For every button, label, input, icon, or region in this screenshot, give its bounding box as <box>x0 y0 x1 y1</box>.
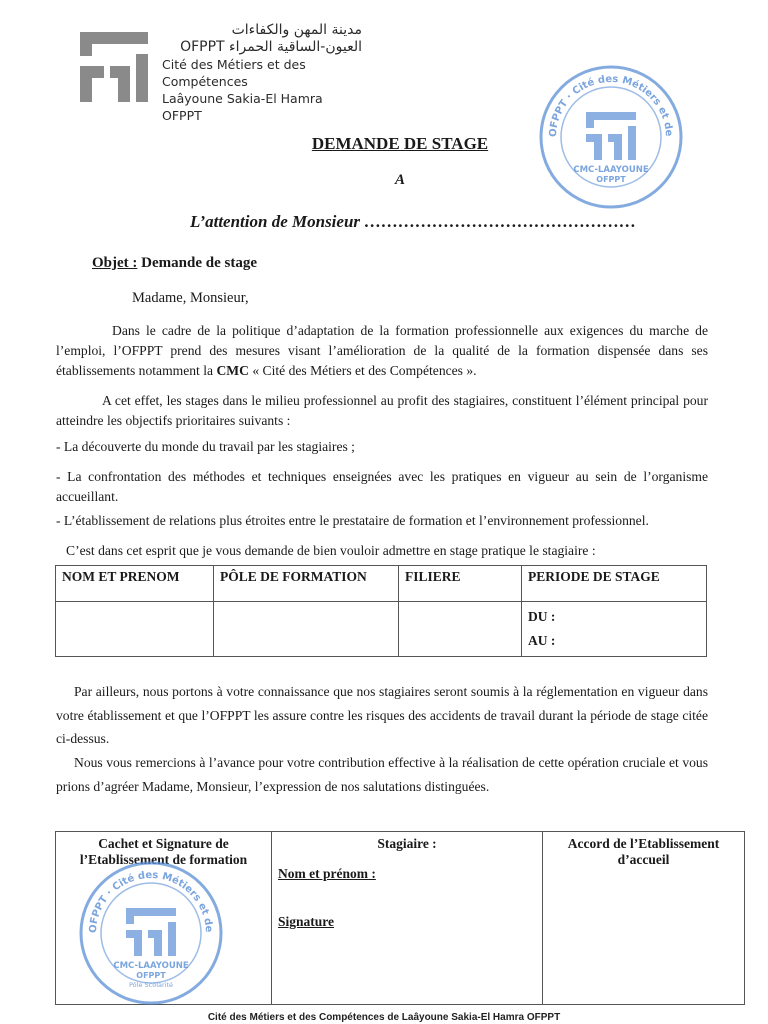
intern-table <box>55 565 707 657</box>
table-cell-filiere[interactable] <box>399 602 522 657</box>
document-a-line: A <box>394 172 405 188</box>
svg-text:CMC-LAAYOUNE: CMC-LAAYOUNE <box>573 165 649 175</box>
svg-text:OFPPT · Cité des Métiers et de: OFPPT · Cité des Métiers et de <box>547 73 675 138</box>
table-header-cell: PERIODE DE STAGE <box>522 566 707 602</box>
paragraph-2: A cet effet, les stages dans le milieu professionnel au profit des stagiaires, constituent l’élément principal pour atteindre les objectifs prioritaires suivants : <box>56 393 708 428</box>
svg-text:Pôle Scolarité: Pôle Scolarité <box>128 981 174 989</box>
table-header-cell: FILIERE <box>399 566 522 602</box>
paragraph-5: Nous vous remercions à l’avance pour votre contribution effective à la réalisation de cette opération cruciale et vous prions d’agréer Madame, Monsieur, l’expression de nos salutations distinguées. <box>56 755 708 794</box>
paragraph-1: Dans le cadre de la politique d’adaptation de la formation professionnelle aux exigences du marche de l’emploi, l’OFPPT prend des mesures visant l’amélioration de la qualité de la formation dispensée dans ses établissements notamment la CMC « Cité des Métiers et des Compétences ». <box>56 323 708 378</box>
svg-text:OFPPT · Cité des Métiers et de: OFPPT · Cité des Métiers et de <box>87 869 215 934</box>
bullet-1: - La découverte du monde du travail par les stagiaires ; <box>56 439 355 454</box>
cmc-stamp-bottom <box>76 858 226 1008</box>
greeting: Madame, Monsieur, <box>132 290 249 306</box>
intern-name-label: Nom et prénom : <box>278 866 376 881</box>
svg-text:OFPPT: OFPPT <box>596 175 626 184</box>
bullet-3: - L’établissement de relations plus étroites entre le prestataire de formation et l’environnement professionnel. <box>56 513 649 528</box>
signature-host-cell[interactable] <box>543 832 745 1005</box>
header-arabic-line2: العيون-الساقية الحمراء OFPPT <box>180 39 362 55</box>
intern-signature-label: Signature <box>278 914 335 929</box>
paragraph-3: C’est dans cet esprit que je vous demande de bien vouloir admettre en stage pratique le stagiaire : <box>66 543 596 558</box>
table-header-cell: NOM ET PRENOM <box>56 566 214 602</box>
table-cell-pole[interactable] <box>214 602 399 657</box>
ofppt-logo <box>74 26 154 106</box>
table-header-row <box>56 566 707 602</box>
logo-mark-icon <box>74 26 154 106</box>
host-accord-label: Accord de l’Etablissement d’accueil <box>567 836 720 867</box>
signature-intern-cell[interactable] <box>272 832 543 1005</box>
paragraph-4: Par ailleurs, nous portons à votre connaissance que nos stagiaires seront soumis à la réglementation en vigueur dans votre établissement et que l’OFPPT les assure contre les risques des accidents de travail durant la période de stage citée ci-dessus. <box>56 684 708 746</box>
header-french-line1: Cité des Métiers et des Compétences <box>162 57 306 89</box>
table-header-cell: PÔLE DE FORMATION <box>214 566 399 602</box>
header-arabic-line1: مدينة المهن والكفاءات <box>231 22 362 38</box>
objet-label: Objet : <box>92 255 138 271</box>
intern-title: Stagiaire : <box>377 836 437 851</box>
stamp-seal-icon <box>76 858 226 1008</box>
svg-text:CMC-LAAYOUNE: CMC-LAAYOUNE <box>113 961 189 971</box>
signature-school-label: Cachet et Signature de l’Etablissement de formation <box>79 836 248 867</box>
du-label: DU : <box>528 609 556 624</box>
table-cell-periode[interactable] <box>522 602 707 657</box>
bullet-2: - La confrontation des méthodes et techniques enseignées avec les pratiques en vigueur au sein de l’organisme accueillant. <box>56 469 708 504</box>
table-cell-name[interactable] <box>56 602 214 657</box>
table-row <box>56 602 707 657</box>
svg-text:OFPPT: OFPPT <box>136 971 166 980</box>
page-footer: Cité des Métiers et des Compétences de Laâyoune Sakia-El Hamra OFPPT <box>207 1012 561 1023</box>
objet-line <box>92 255 257 272</box>
header-text <box>162 22 362 124</box>
header-french-line2: Laâyoune Sakia-El Hamra OFPPT <box>162 91 323 123</box>
attention-line: L’attention de Monsieur ………………………………………… <box>190 212 637 231</box>
au-label: AU : <box>528 633 556 648</box>
document-title: DEMANDE DE STAGE <box>311 134 489 153</box>
objet-text: Demande de stage <box>137 255 257 271</box>
